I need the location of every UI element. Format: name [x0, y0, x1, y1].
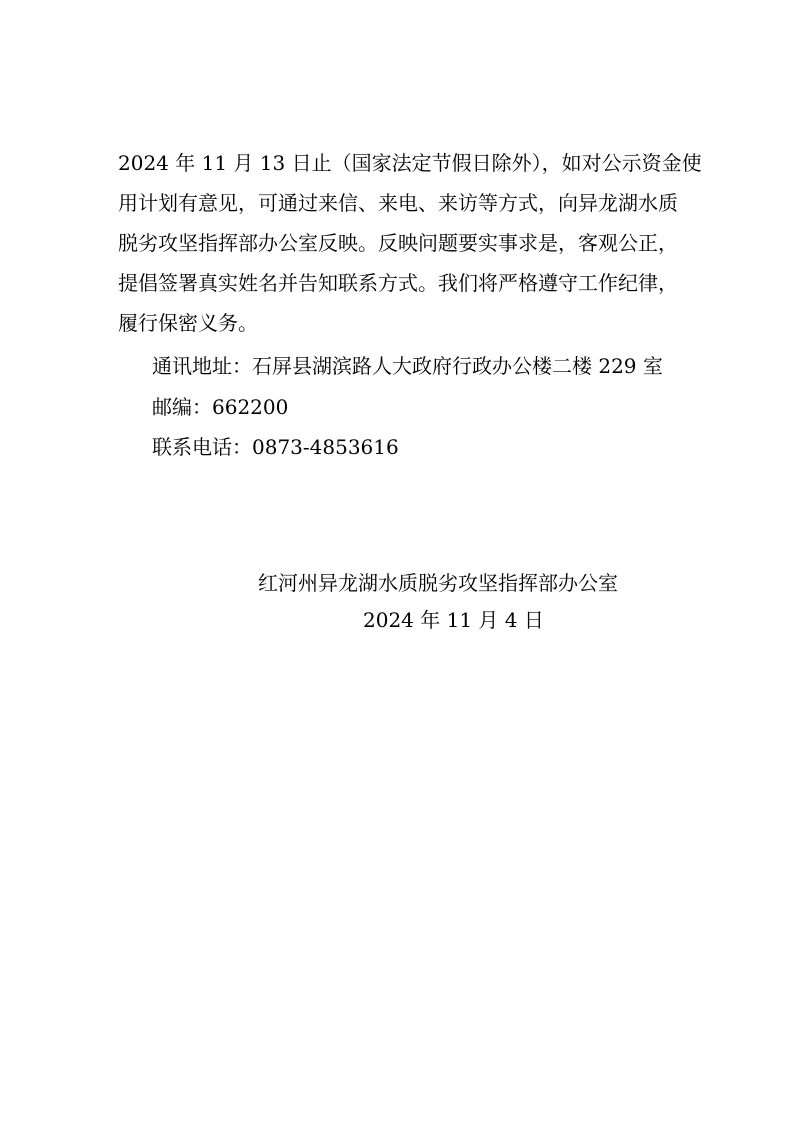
body-line-1: 2024 年 11 月 13 日止（国家法定节假日除外），如对公示资金使	[118, 151, 702, 175]
body-line-3: 脱劣攻坚指挥部办公室反映。反映问题要实事求是，客观公正，	[118, 231, 678, 255]
contact-postcode: 邮编：662200	[152, 395, 289, 419]
body-line-4: 提倡签署真实姓名并告知联系方式。我们将严格遵守工作纪律，	[118, 271, 678, 295]
body-line-2: 用计划有意见，可通过来信、来电、来访等方式，向异龙湖水质	[118, 191, 678, 215]
contact-phone: 联系电话：0873-4853616	[152, 435, 399, 459]
signature-org: 红河州异龙湖水质脱劣攻坚指挥部办公室	[258, 571, 618, 595]
signature-date: 2024 年 11 月 4 日	[363, 608, 544, 632]
body-line-5: 履行保密义务。	[118, 311, 258, 335]
contact-address: 通讯地址：石屏县湖滨路人大政府行政办公楼二楼 229 室	[152, 354, 663, 378]
